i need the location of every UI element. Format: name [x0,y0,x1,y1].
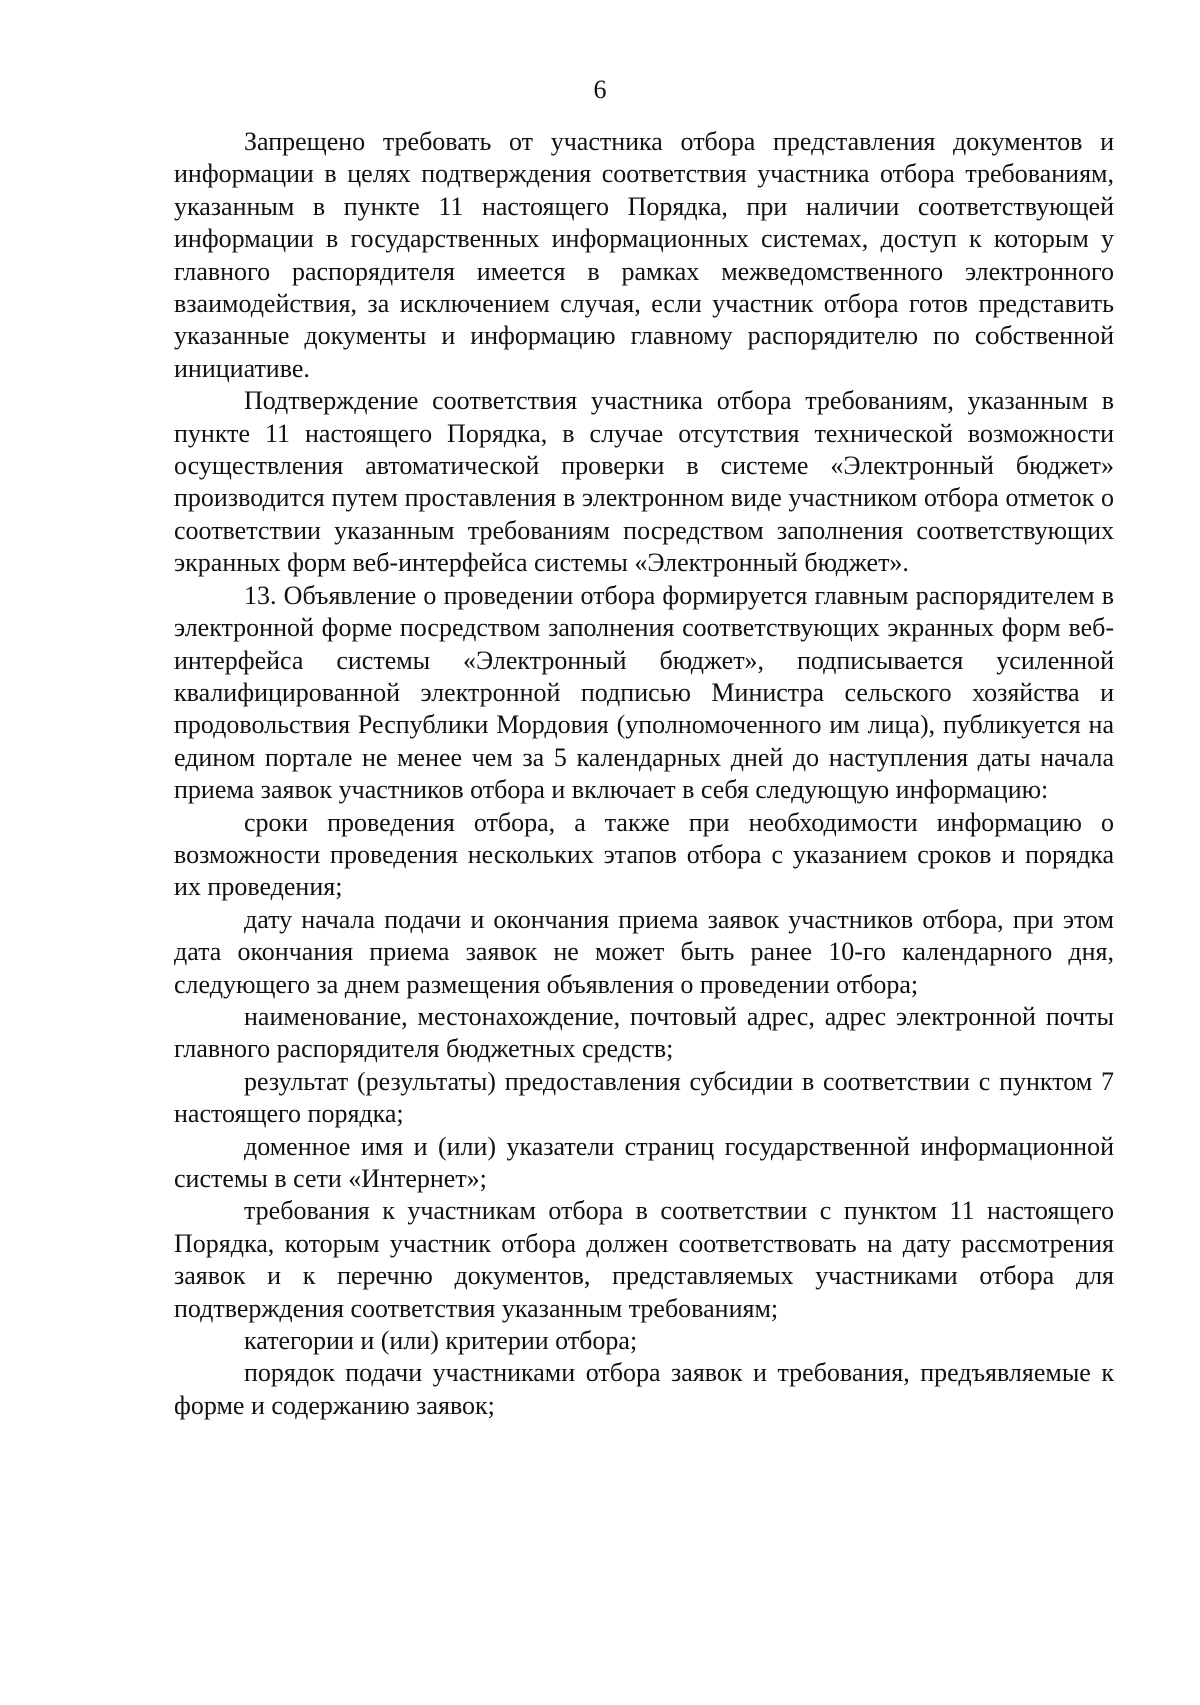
paragraph: результат (результаты) предоставления субсидии в соответствии с пунктом 7 настоящего порядка; [174,1066,1114,1129]
page-number: 6 [593,75,607,104]
paragraph: категории и (или) критерии отбора; [244,1326,638,1356]
paragraph: требования к участникам отбора в соответствии с пунктом 11 настоящего Порядка, которым участник отбора должен соответствовать на дату рассмотрения заявок и к перечню документов, представляемых участниками отбора для подтверждения соответствия указанным требованиям; [174,1196,1114,1323]
paragraph: сроки проведения отбора, а также при необходимости информацию о возможности проведения нескольких этапов отбора с указанием сроков и порядка их проведения; [174,807,1114,902]
paragraph: порядок подачи участниками отбора заявок и требования, предъявляемые к форме и содержанию заявок; [174,1358,1114,1420]
paragraph: наименование, местонахождение, почтовый адрес, адрес электронной почты главного распорядителя бюджетных средств; [174,1001,1114,1064]
paragraph: дату начала подачи и окончания приема заявок участников отбора, при этом дата окончания приема заявок не может быть ранее 10-го календарного дня, следующего за днем размещения объявления о проведении отбора; [174,904,1114,999]
paragraph: доменное имя и (или) указатели страниц государственной информационной системы в сети «Интернет»; [174,1131,1114,1193]
paragraph: 13. Объявление о проведении отбора формируется главным распорядителем в электронной форме посредством заполнения соответствующих экранных форм веб-интерфейса системы «Электронный бюджет», подписывается усиленной квалифицированной электронной подписью Министра сельского хозяйства и продовольствия Республики Мордовия (уполномоченного им лица), публикуется на едином портале не менее чем за 5 календарных дней до наступления даты начала приема заявок участников отбора и включает в себя следующую информацию: [174,580,1114,805]
paragraph: Подтверждение соответствия участника отбора требованиям, указанным в пункте 11 настоящего Порядка, в случае отсутствия технической возможности осуществления автоматической проверки в системе «Электронный бюджет» производится путем проставления в электронном виде участником отбора отметок о соответствии указанным требованиям посредством заполнения соответствующих экранных форм веб-интерфейса системы «Электронный бюджет». [174,386,1114,578]
paragraph: Запрещено требовать от участника отбора представления документов и информации в целях подтверждения соответствия участника отбора требованиям, указанным в пункте 11 настоящего Порядка, при наличии соответствующей информации в государственных информационных системах, доступ к которым у главного распорядителя имеется в рамках межведомственного электронного взаимодействия, за исключением случая, если участник отбора готов представить указанные документы и информацию главному распорядителю по собственной инициативе. [174,127,1114,383]
document-body [174,126,1114,1422]
